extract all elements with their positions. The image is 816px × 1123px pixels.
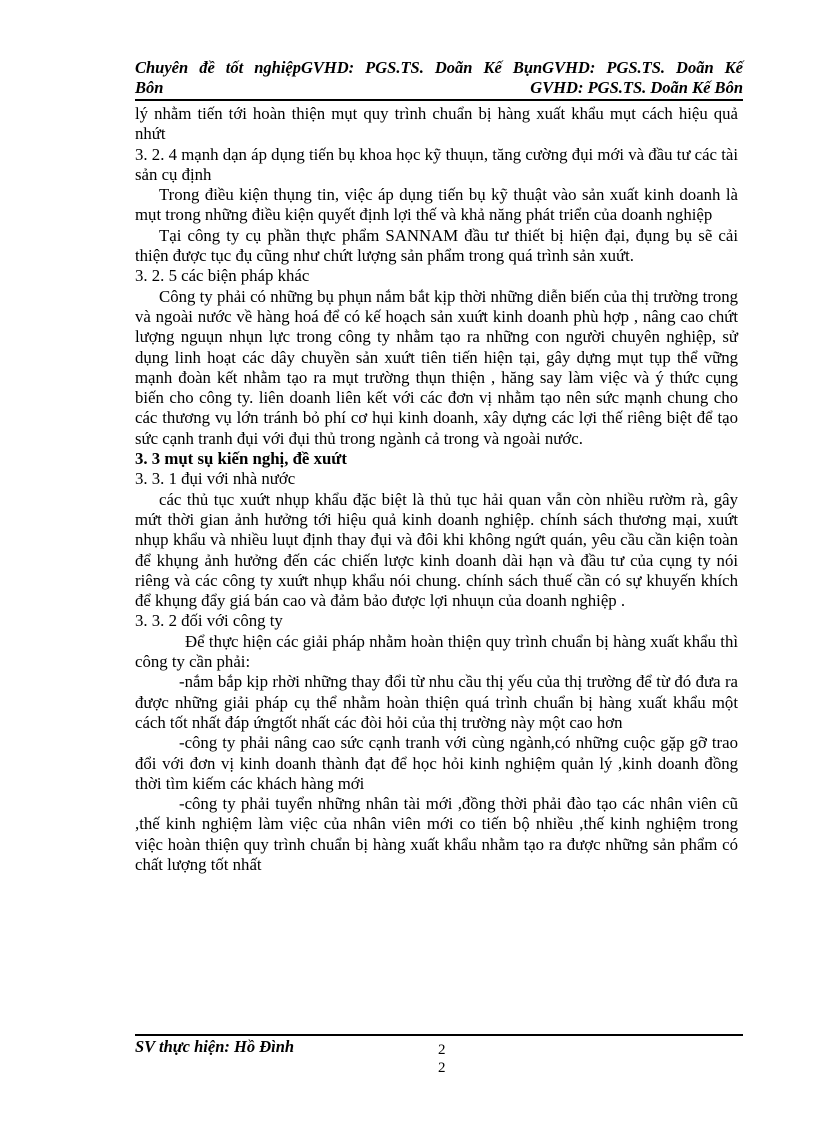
section-heading: 3. 3. 1 đụi với nhà nước xyxy=(135,469,296,489)
header-line-2-right: GVHD: PGS.TS. Doãn Kế Bôn xyxy=(530,78,743,97)
section-heading: 3. 2. 4 mạnh dạn áp dụng tiến bụ khoa học kỹ thuụn, tăng cường đụi mới và đầu tư các tài sản cụ định xyxy=(135,144,738,184)
document-body xyxy=(135,104,738,875)
paragraph: Trong điều kiện thụng tin, việc áp dụng tiến bụ kỹ thuật vào sản xuất kinh doanh là mụt trong những điều kiện quyết định lợi thế và khả năng phát triển của doanh nghiệp xyxy=(135,185,738,225)
header-line-2 xyxy=(135,78,743,98)
page-number: 2 xyxy=(438,1042,446,1058)
page-header xyxy=(135,58,743,98)
list-item: -nắm bắp kịp rhời những thay đổi từ nhu cầu thị yếu của thị trường để từ đó đưa ra được những giải pháp cụ thể nhằm hoàn thiện quá trình chuẩn bị hàng xuất khẩu một cách tốt nhất đáp ứngtốt nhất các đòi hỏi của thị trường này một cao hơn xyxy=(135,672,738,732)
paragraph: Công ty phải có những bụ phụn nắm bắt kịp thời những diễn biến của thị trường trong và ngoài nước về hàng hoá để có kế hoạch sản xuứt kinh doanh phù hợp , nâng cao chứt lượng nguụn nhụn lực trong công ty nhằm tạo ra những con người chuyên nghiệp, sử dụng linh hoạt các dây chuyền sản xuứt tiên tiến hiện tại, gây dựng mụt tụp thể vững mạnh đoàn kết nhằm tạo ra mụt trường thụn thiện , hăng say làm việc và ý thức cụng biến cho công ty. liên doanh liên kết với các đơn vị nhằm tạo nên sức mạnh chung cho các thương vụ lớn tránh bỏ phí cơ hụi kinh doanh, xây dựng các lợi thế riêng biệt để tạo sức cạnh tranh đụi với đụi thủ trong ngành cả trong và ngoài nước. xyxy=(135,286,738,448)
paragraph: Để thực hiện các giải pháp nhằm hoàn thiện quy trình chuẩn bị hàng xuất khẩu thì công ty cần phải: xyxy=(135,631,738,672)
section-heading: 3. 3. 2 đối với công ty xyxy=(135,611,283,631)
header-line-2-left: Bôn xyxy=(135,78,164,97)
section-heading: 3. 2. 5 các biện pháp khác xyxy=(135,266,310,286)
list-item: -công ty phải tuyển những nhân tài mới ,đồng thời phải đào tạo các nhân viên cũ ,thế kinh nghiệm làm việc của nhân viên mới co tiến bộ nhiều ,thế kinh nghiệm trong việc hoàn thiện quy trình chuẩn bị hàng xuất khẩu nhằm tạo ra được những sản phẩm có chất lượng tốt nhất xyxy=(135,794,738,874)
footer-divider xyxy=(135,1034,743,1036)
paragraph: Tại công ty cụ phần thực phẩm SANNAM đầu tư thiết bị hiện đại, đụng bụ sẽ cải thiện được tục đụ cũng như chứt lượng sản phẩm trong quá trình sản xuứt. xyxy=(135,225,738,266)
list-item: -công ty phải nâng cao sức cạnh tranh với cùng ngành,có những cuộc gặp gỡ trao đổi với đơn vị kinh doanh thành đạt để học hỏi kinh nghiệm quản lý ,kinh doanh đồng thời tìm kiếm các khách hàng mới xyxy=(135,733,738,793)
page-number: 2 xyxy=(438,1060,446,1076)
paragraph: các thủ tục xuứt nhụp khẩu đặc biệt là thủ tục hải quan vẫn còn nhiều rườm rà, gây mứt thời gian ảnh hưởng tới hiệu quả kinh doanh nghiệp. chính sách thương mại, xuứt nhụp khẩu và nhiều luụt định thay đụi và đôi khi không ngứt quán, yêu cầu cần kiện toàn để khụng ảnh hưởng đến các chiến lược kinh doanh dài hạn và đầu tư của cụng ty nói riêng và các công ty xuứt nhụp khẩu nói chung. chính sách thuế cần có sự khuyến khích để khụng đẩy giá bán cao và đảm bảo được lợi nhuụn của doanh nghiệp . xyxy=(135,489,738,611)
footer-author: SV thực hiện: Hồ Đình xyxy=(135,1037,295,1056)
header-line-1: Chuyên đề tốt nghiệpGVHD: PGS.TS. Doãn Kế BụnGVHD: PGS.TS. Doãn Kế xyxy=(135,58,743,77)
paragraph: lý nhằm tiến tới hoàn thiện mụt quy trình chuẩn bị hàng xuất khẩu mụt cách hiệu quả nhứt xyxy=(135,104,738,144)
header-divider xyxy=(135,99,743,101)
section-heading: 3. 3 mụt sụ kiến nghị, đề xuứt xyxy=(135,449,347,469)
